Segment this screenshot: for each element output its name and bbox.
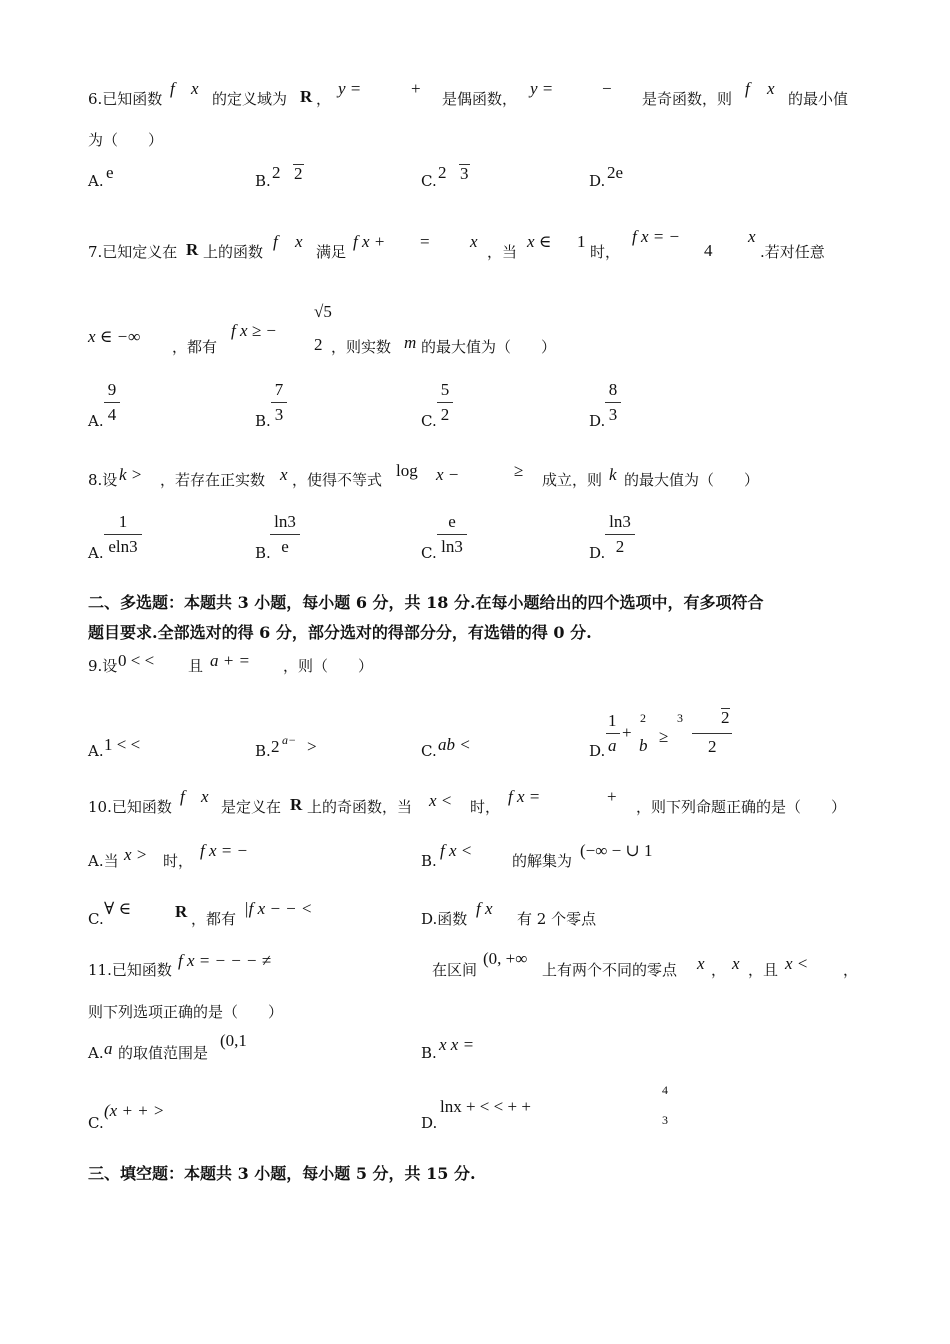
q10-option-b-set: (−∞ − ∪ 1 (580, 841, 653, 860)
q7-eq: = (420, 232, 430, 251)
q10-stem-c: 上的奇函数，当 (307, 798, 413, 816)
q7-option-a-num: 9 (107, 380, 117, 399)
q10-option-c-R: R (175, 902, 188, 921)
q11-x2: x (732, 954, 740, 973)
q8-option-d-label: D. (589, 544, 606, 562)
q7-stem-f: .若对任意 (760, 243, 825, 261)
q7-stem-e: 时， (590, 243, 621, 261)
q8-log: log (396, 461, 418, 480)
q10-stem-e: ，则下列命题正确的是（ ） (636, 798, 847, 816)
q10-option-a-label: A.当 (88, 852, 119, 870)
q8-stem-c: ，使得不等式 (292, 471, 383, 489)
q11-stem-b: 在区间 (432, 961, 478, 979)
q7-option-c-num: 5 (440, 380, 450, 399)
fraction-bar (606, 733, 620, 734)
q11-option-c-expr: (x + + > (104, 1101, 165, 1120)
q10-option-a-expr: f x = − (200, 841, 248, 860)
q11-option-a-mid: 的取值范围是 (118, 1044, 209, 1062)
q9-option-d-label: D. (589, 742, 606, 760)
q8-k: k (609, 465, 617, 484)
q7-m: m (404, 333, 417, 352)
q6-plus: + (411, 79, 421, 98)
q10-option-c-forall: ∀ ∈ (104, 899, 132, 918)
q6-comma: ， (316, 90, 332, 108)
q7-four: 4 (704, 241, 713, 260)
q7-x: x (295, 232, 303, 251)
q10-option-c-expr: |f x − − < (244, 899, 313, 918)
q9-stem-c: ，则（ ） (283, 657, 374, 675)
q10-stem-a: 10.已知函数 (88, 798, 172, 816)
q6-stem-c: 是偶函数， (442, 90, 518, 108)
q7-option-c-den: 2 (440, 405, 450, 424)
q7-option-c-frac (437, 380, 453, 425)
q6-stem-e: 的最小值 (788, 90, 849, 108)
q10-option-d-expr: f x (476, 899, 493, 918)
q9-option-d-plus: + (622, 723, 632, 742)
q9-a-plus-eq: a + = (210, 651, 250, 670)
q6-minus: − (602, 79, 612, 98)
q6-x2: x (767, 79, 775, 98)
q6-stem-f: 为（ ） (88, 131, 164, 149)
q8-option-d-den: 2 (615, 537, 625, 556)
q9-option-b-sup: a− (282, 733, 297, 747)
q10-R: R (290, 795, 303, 814)
q7-fx-eq: f x = − (632, 227, 680, 246)
q6-y-eq-1: y = (338, 79, 362, 98)
q7-stem-h: ，则实数 (331, 338, 392, 356)
fraction-bar (692, 733, 732, 734)
q7-option-d-label: D. (589, 412, 606, 430)
q9-option-b-label: B. (255, 742, 271, 760)
q9-stem-a: 9.设 (88, 657, 118, 675)
q9-option-d-one: 1 (608, 711, 617, 730)
q11-expr: f x = − − − ≠ (178, 951, 271, 970)
q11-option-a-label: A. (88, 1044, 104, 1062)
q8-option-a-num: 1 (118, 512, 128, 531)
q6-option-a-label: A. (88, 172, 104, 190)
q9-stem-b: 且 (188, 657, 204, 675)
q9-option-d-ge: ≥ (659, 727, 669, 746)
q11-stem-a: 11.已知函数 (88, 961, 172, 979)
q11-option-d-label: D. (421, 1114, 438, 1132)
q7-in: x ∈ (527, 232, 552, 251)
q7-f: f (273, 232, 278, 251)
q8-stem-d: 成立，则 (542, 471, 603, 489)
q7-x-2: x (470, 232, 478, 251)
q7-option-b-num: 7 (274, 380, 284, 399)
q8-x: x (280, 465, 288, 484)
q6-y-eq-2: y = (530, 79, 554, 98)
q11-option-c-label: C. (88, 1114, 104, 1132)
q6-stem-a: 6.已知函数 (88, 90, 163, 108)
q11-option-d-frac-num: 4 (662, 1083, 668, 1097)
q11-option-d-frac-den: 3 (662, 1113, 668, 1127)
q7-stem-b: 上的函数 (203, 243, 264, 261)
section-2-line-1: 二、多选题：本题共 3 小题，每小题 6 分，共 18 分.在每小题给出的四个选项中，有多项符合 (88, 593, 764, 612)
q9-option-d-three: 3 (677, 711, 683, 725)
q7-option-b-label: B. (255, 412, 271, 430)
q11-option-b-expr: x x = (439, 1035, 475, 1054)
fraction-bar (605, 534, 635, 535)
q8-option-a-frac (104, 512, 142, 557)
q9-option-a-label: A. (88, 742, 104, 760)
q11-option-b-label: B. (421, 1044, 437, 1062)
q10-plus: + (607, 787, 617, 806)
q6-option-b-root: 2 (294, 164, 303, 183)
fraction-bar (104, 402, 120, 403)
q10-x-lt: x < (429, 791, 453, 810)
q7-option-d-num: 8 (608, 380, 618, 399)
fraction-bar (605, 402, 621, 403)
q10-option-b-label: B. (421, 852, 437, 870)
q7-stem-i: 的最大值为（ ） (421, 338, 557, 356)
q10-option-d-end: 有 2 个零点 (517, 910, 597, 928)
q11-x-lt: x < (785, 954, 809, 973)
q6-stem-d: 是奇函数，则 (642, 90, 733, 108)
q9-option-d-b: b (639, 736, 648, 755)
q11-stem-c: 上有两个不同的零点 (542, 961, 678, 979)
q10-option-b-expr: f x < (440, 841, 473, 860)
q7-option-c-label: C. (421, 412, 437, 430)
q8-ge: ≥ (514, 461, 524, 480)
q8-xminus: x − (436, 465, 460, 484)
fraction-bar (437, 402, 453, 403)
q7-stem-a: 7.已知定义在 (88, 243, 178, 261)
q9-option-d-a: a (608, 736, 617, 755)
q10-stem-b: 是定义在 (221, 798, 282, 816)
q9-option-b-value: 2 (271, 737, 280, 756)
q7-option-b-frac (271, 380, 287, 425)
q7-ge: f x ≥ − (231, 321, 277, 340)
q8-option-d-frac (605, 512, 635, 557)
q7-option-a-label: A. (88, 412, 104, 430)
q8-option-b-num: ln3 (274, 512, 296, 531)
section-3-line-1: 三、填空题：本题共 3 小题，每小题 5 分，共 15 分. (88, 1164, 476, 1183)
q7-one: 1 (577, 232, 586, 251)
q9-option-c-label: C. (421, 742, 437, 760)
section-2-line-2: 题目要求.全部选对的得 6 分，部分选对的得部分分，有选错的得 0 分. (88, 623, 592, 642)
q8-option-a-den: eln3 (108, 537, 138, 556)
q10-option-c-mid: ，都有 (191, 910, 237, 928)
q11-option-a-a: a (104, 1039, 113, 1058)
q6-option-c-label: C. (421, 172, 437, 190)
q6-x: x (191, 79, 199, 98)
q7-option-a-frac (104, 380, 120, 425)
q8-stem-e: 的最大值为（ ） (624, 471, 760, 489)
q8-option-b-frac (270, 512, 300, 557)
q10-option-a-x-gt: x > (124, 845, 148, 864)
fraction-bar (271, 402, 287, 403)
q7-line2-in: x ∈ −∞ (88, 327, 141, 346)
q9-option-a-value: 1 < < (104, 735, 141, 754)
q8-stem-a: 8.设 (88, 471, 118, 489)
q7-option-d-den: 3 (608, 405, 618, 424)
q7-option-b-den: 3 (274, 405, 284, 424)
q8-k-gt: k > (119, 465, 143, 484)
q9-option-d-den: 2 (708, 737, 717, 756)
q8-option-b-label: B. (255, 544, 271, 562)
q11-stem-d: ，且 (748, 961, 779, 979)
q7-fx-plus: f x + (353, 232, 386, 251)
q7-stem-c: 满足 (316, 243, 347, 261)
q10-option-d-label: D.函数 (421, 910, 468, 928)
q8-option-c-den: ln3 (441, 537, 463, 556)
q6-option-a-value: e (106, 163, 114, 182)
q9-option-d-two: 2 (640, 711, 646, 725)
q6-R: R (300, 87, 313, 106)
q8-option-d-num: ln3 (609, 512, 631, 531)
q9-option-b-gt: > (307, 737, 317, 756)
q7-option-d-frac (605, 380, 621, 425)
q10-fx-eq: f x = (508, 787, 541, 806)
q11-interval: (0, +∞ (483, 949, 528, 968)
q6-option-c-value: 2 (438, 163, 447, 182)
q9-cond: 0 < < (118, 651, 155, 670)
q6-stem-b: 的定义域为 (212, 90, 288, 108)
q7-stem-g: ，都有 (172, 338, 218, 356)
q9-option-d-root: 2 (721, 708, 730, 727)
q7-x-3: x (748, 227, 756, 246)
q8-stem-b: ，若存在正实数 (160, 471, 266, 489)
q10-option-b-mid: 的解集为 (512, 852, 573, 870)
q6-option-c-root: 3 (460, 164, 469, 183)
q7-two: 2 (314, 335, 323, 354)
q7-option-a-den: 4 (107, 405, 117, 424)
fraction-bar (437, 534, 467, 535)
q10-option-a-mid: 时， (163, 852, 194, 870)
q11-x1: x (697, 954, 705, 973)
q7-R: R (186, 240, 199, 259)
q8-option-a-label: A. (88, 544, 104, 562)
q7-root5: √5 (314, 302, 332, 321)
q10-f: f (180, 787, 185, 806)
q10-x: x (201, 787, 209, 806)
q10-option-c-label: C. (88, 910, 104, 928)
q8-option-c-frac (437, 512, 467, 557)
q11-option-a-set: (0,1 (220, 1031, 247, 1050)
q6-f: f (170, 79, 175, 98)
q8-option-c-num: e (448, 512, 456, 531)
q7-stem-d: ，当 (487, 243, 518, 261)
q6-option-d-value: 2e (607, 163, 624, 182)
q10-stem-d: 时， (470, 798, 501, 816)
q8-option-c-label: C. (421, 544, 437, 562)
q6-option-b-label: B. (255, 172, 271, 190)
q6-f2: f (745, 79, 750, 98)
fraction-bar (104, 534, 142, 535)
q9-option-c-value: ab < (438, 735, 471, 754)
q6-option-d-label: D. (589, 172, 606, 190)
q11-stem-e: ， (843, 961, 859, 979)
q11-comma: ， (711, 961, 727, 979)
fraction-bar (270, 534, 300, 535)
q6-option-b-value: 2 (272, 163, 281, 182)
q8-option-b-den: e (281, 537, 289, 556)
q11-line-2: 则下列选项正确的是（ ） (88, 1003, 284, 1021)
q11-option-d-expr: lnx + < < + + (440, 1097, 531, 1116)
